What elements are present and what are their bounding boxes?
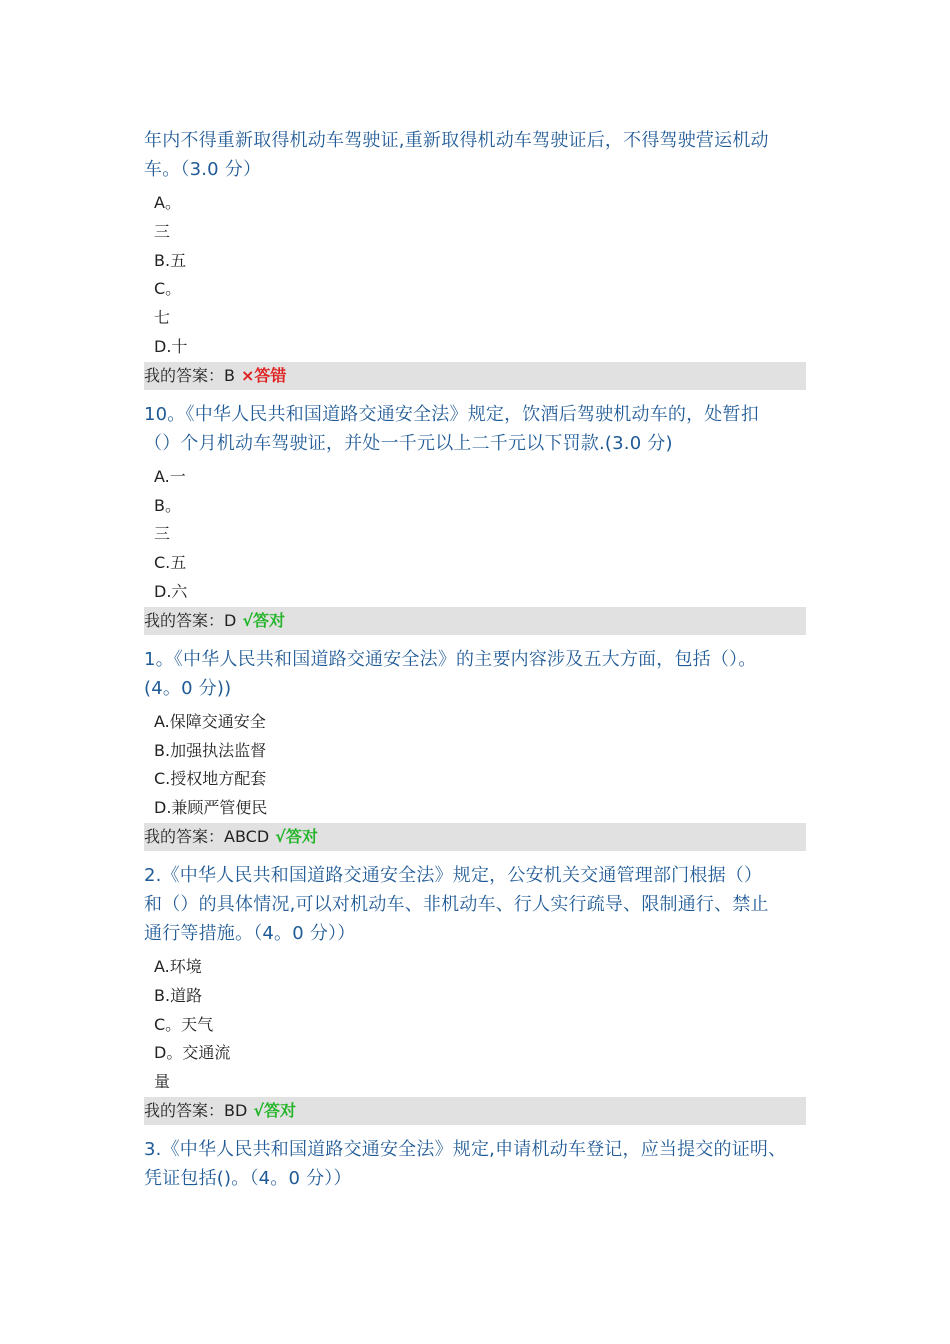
answer-prefix: 我的答案： xyxy=(144,826,225,846)
verdict-correct: √答对 xyxy=(242,610,286,630)
option-list xyxy=(144,463,806,607)
question-text xyxy=(144,400,806,458)
option-item: B。 xyxy=(154,495,181,515)
question-block xyxy=(144,861,806,1125)
option-item: C.五 xyxy=(154,553,187,573)
my-answer-bar xyxy=(144,823,806,851)
option-list xyxy=(144,708,806,823)
question-line: 年内不得重新取得机动车驾驶证,重新取得机动车驾驶证后，不得驾驶营运机动 xyxy=(144,130,769,151)
my-answer-bar xyxy=(144,1097,806,1125)
quiz-page xyxy=(144,126,806,1193)
question-text xyxy=(144,861,806,948)
option-item: A.保障交通安全 xyxy=(154,711,266,731)
question-block xyxy=(144,126,806,390)
option-item: B.加强执法监督 xyxy=(154,740,267,760)
option-item: A。 xyxy=(154,193,181,212)
option-item: A.一 xyxy=(154,466,186,486)
option-list xyxy=(144,953,806,1097)
option-list xyxy=(144,189,806,362)
my-answer-bar xyxy=(144,607,806,635)
question-line: 10。《中华人民共和国道路交通安全法》规定，饮酒后驾驶机动车的，处暂扣 xyxy=(144,403,759,425)
option-item: D.十 xyxy=(154,336,188,356)
option-item: C。 xyxy=(154,279,182,299)
option-item: 量 xyxy=(154,1072,171,1092)
option-item: 三 xyxy=(154,221,171,241)
my-answer-bar xyxy=(144,362,806,390)
answer-prefix: 我的答案： xyxy=(144,1100,225,1120)
verdict-correct: √答对 xyxy=(253,1100,296,1120)
question-text xyxy=(144,645,806,703)
question-text xyxy=(144,1135,806,1193)
question-line: 车。（3.0 分） xyxy=(144,159,262,180)
question-line: 和（）的具体情况,可以对机动车、非机动车、行人实行疏导、限制通行、禁止 xyxy=(144,893,769,915)
question-line: 2.《中华人民共和国道路交通安全法》规定，公安机关交通管理部门根据（） xyxy=(144,864,763,886)
option-item: 七 xyxy=(154,308,171,328)
question-line: 3.《中华人民共和国道路交通安全法》规定,申请机动车登记，应当提交的证明、 xyxy=(144,1138,787,1160)
question-line: (4。0 分)) xyxy=(144,677,232,699)
question-block xyxy=(144,645,806,851)
question-block xyxy=(144,1135,806,1193)
answer-value: D xyxy=(224,610,237,630)
option-item: D。交通流 xyxy=(154,1043,231,1063)
question-text xyxy=(144,126,806,184)
question-line: 1。《中华人民共和国道路交通安全法》的主要内容涉及五大方面，包括（）。 xyxy=(144,648,757,670)
option-item: C。天气 xyxy=(154,1014,214,1034)
verdict-correct: √答对 xyxy=(275,826,318,846)
option-item: 三 xyxy=(154,524,171,544)
question-line: （）个月机动车驾驶证，并处一千元以上二千元以下罚款.(3.0 分) xyxy=(144,432,673,454)
option-item: B.五 xyxy=(154,250,187,270)
answer-prefix: 我的答案： xyxy=(144,365,225,385)
option-item: D.兼顾严管便民 xyxy=(154,798,268,818)
option-item: B.道路 xyxy=(154,985,203,1005)
option-item: C.授权地方配套 xyxy=(154,769,267,789)
option-item: A.环境 xyxy=(154,956,202,976)
question-line: 凭证包括()。（4。0 分）） xyxy=(144,1167,352,1189)
question-block xyxy=(144,400,806,635)
answer-prefix: 我的答案： xyxy=(144,610,225,630)
answer-value: BD xyxy=(224,1100,248,1120)
question-line: 通行等措施。（4。0 分）） xyxy=(144,922,356,944)
answer-value: B xyxy=(224,365,235,385)
answer-value: ABCD xyxy=(224,826,270,846)
option-item: D.六 xyxy=(154,581,188,601)
verdict-wrong: ×答错 xyxy=(241,365,287,385)
